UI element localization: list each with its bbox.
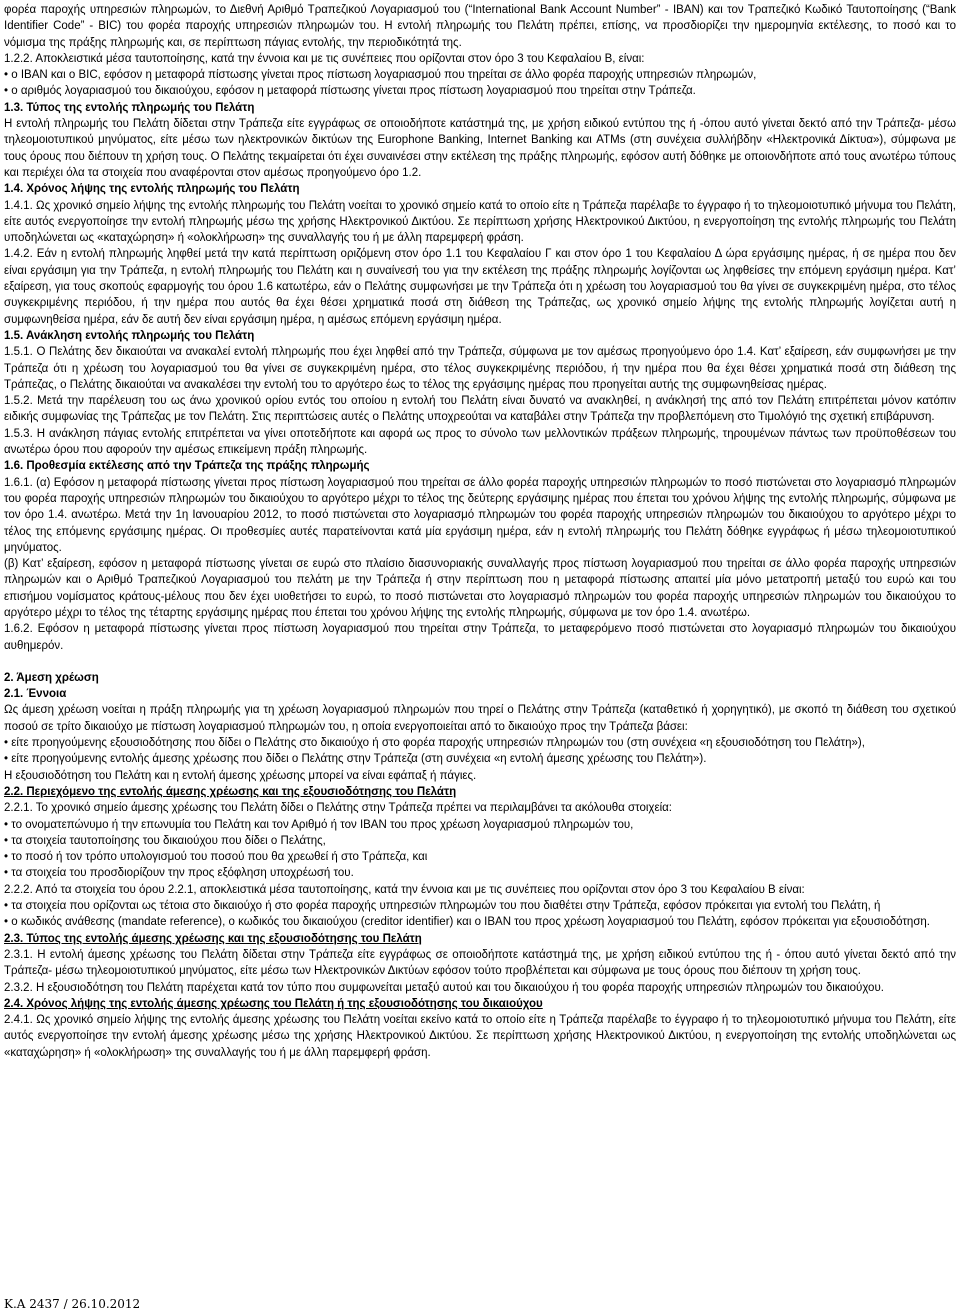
paragraph: Η εξουσιοδότηση του Πελάτη και η εντολή άμεσης χρέωσης μπορεί να είναι εφάπαξ ή πάγιες. (4, 769, 477, 782)
list-item: • ο κωδικός ανάθεσης (mandate reference), ο κωδικός του δικαιούχου (creditor identifier) και ο IBAN του προς χρέωση λογαριασμού του Πελάτη, εφόσον πρόκειται για εξουσιοδότηση. (4, 914, 956, 930)
clause-1-5-3: 1.5.3. Η ανάκληση πάγιας εντολής επιτρέπεται να γίνει οποτεδήποτε και αφορά ως προς το σύνολο των μελλοντικών πράξεων πληρωμής, τηρουμένων πάντως των προϋποθέσεων του ανωτέρω όρου που αφορούν την αμέσως επικείμενη πράξη πληρωμής. (4, 427, 956, 457)
list-item: • τα στοιχεία που ορίζονται ως τέτοια στο δικαιούχο ή στο φορέα παροχής υπηρεσιών πληρωμών του που διαθέτει στην Τράπεζα, εφόσον πρόκειται για εντολή του Πελάτη, ή (4, 898, 956, 914)
clause-2-4-1: 2.4.1. Ως χρονικό σημείο λήψης της εντολής άμεσης χρέωσης του Πελάτη νοείται εκείνο κατά το οποίο είτε η Τράπεζα παρέλαβε το έγγραφο ή το τηλεομοιοτυπικό μήνυμα του Πελάτη, είτε αυτός ενεργοποίησε την εντολή άμεσης χρέωσης μέσω της χρήσης Ηλεκτρονικού Δικτύου. Σε περίπτωση χρήσης Ηλεκτρονικού Δικτύου, η ενεργοποίηση της εντολής υποδηλώνεται ως «καταχώρηση» ή «ολοκλήρωση» της συναλλαγής του ή με άλλη παρεμφερή φράση. (4, 1014, 956, 1059)
list-item: • τα στοιχεία του προσδιορίζουν την προς εξόφληση υποχρέωσή του. (4, 865, 956, 881)
document-body (4, 2, 956, 1061)
clause-1-5-2: 1.5.2. Μετά την παρέλευση του ως άνω χρονικού ορίου εντός του οποίου η εντολή του Πελάτη είναι δυνατό να ανακληθεί, η ανάκλησή της από τον Πελάτη επιτρέπεται μόνον κατόπιν ειδικής συμφωνίας της Τράπεζας με τον Πελάτη. Στις περιπτώσεις αυτές ο Πελάτης υποχρεούται να καταβάλει στην Τράπεζα την προβλεπόμενη στο Τιμολόγιό της σχετική επιβάρυνση. (4, 395, 956, 424)
section-heading: 1.3. Τύπος της εντολής πληρωμής του Πελάτη (4, 101, 255, 114)
list-item: • το ονοματεπώνυμο ή την επωνυμία του Πελάτη και τον Αριθμό ή τον IBAN του προς χρέωση λογαριασμού πληρωμών του, (4, 817, 956, 833)
list-item: • είτε προηγούμενης εξουσιοδότησης που δίδει ο Πελάτης στο δικαιούχο ή στο φορέα παροχής υπηρεσιών πληρωμών του (στη συνέχεια «η εξουσιοδότηση του Πελάτη»), (4, 735, 956, 751)
section-heading: 2.2. Περιεχόμενο της εντολής άμεσης χρέωσης και της εξουσιοδότησης του Πελάτη (4, 785, 457, 798)
section-heading: 1.6. Προθεσμία εκτέλεσης από την Τράπεζα της πράξης πληρωμής (4, 460, 370, 473)
clause-2-2-1: 2.2.1. Το χρονικό σημείο άμεσης χρέωσης του Πελάτη δίδει ο Πελάτης στην Τράπεζα πρέπει να περιλαμβάνει τα ακόλουθα στοιχεία: (4, 802, 672, 815)
clause-2-3-1: 2.3.1. Η εντολή άμεσης χρέωσης του Πελάτη δίδεται στην Τράπεζα είτε εγγράφως σε οποιοδήποτε κατάστημά της, με χρήση ειδικού εντύπου της ή - όπου αυτό γίνεται δεκτό από την Τράπεζα- μέσω τηλεομοιοτυπικού μηνύματος, είτε μέσω των Ηλεκτρονικών Δικτύων εφόσον τούτο προβλέπεται και σύμφωνα με τους όρους που διέπουν τη χρήση τους. (4, 948, 956, 978)
section-heading: 2.1. Έννοια (4, 688, 67, 701)
section-heading: 2.3. Τύπος της εντολής άμεσης χρέωσης και της εξουσιοδότησης του Πελάτη (4, 932, 422, 945)
section-heading: 2.4. Χρόνος λήψης της εντολής άμεσης χρέωσης του Πελάτη ή της εξουσιοδότησης του δικαιούχου (4, 997, 543, 1010)
list-item: • τα στοιχεία ταυτοποίησης του δικαιούχου που δίδει ο Πελάτης, (4, 833, 956, 849)
list-item: • ο αριθμός λογαριασμού του δικαιούχου, εφόσον η μεταφορά πίστωσης γίνεται προς πίστωση λογαριασμού που τηρείται στην Τράπεζα. (4, 83, 956, 99)
clause-1-6-1-b: (β) Κατ’ εξαίρεση, εφόσον η μεταφορά πίστωσης γίνεται σε ευρώ στο πλαίσιο διασυνοριακής συναλλαγής προς πίστωση λογαριασμού που τηρείται σε άλλο φορέα παροχής υπηρεσιών πληρωμών και ο Αριθμό Τραπεζικού Λογαριασμού του πελάτη με την Τράπεζα ή στην περίπτωση που η μεταφορά πίστωσης απαιτεί μία μόνο μετατροπή μεταξύ του ευρώ και του επισήμου νομίσματος κράτους-μέλους που δεν έχει υιοθετήσει το ευρώ, το ποσό πιστώνεται στο λογαριασμό πληρωμών του φορέα παροχής υπηρεσιών πληρωμών του δικαιούχου το αργότερο μέχρι το τέλος της τέταρτης εργάσιμης ημέρας που έπεται του χρόνου λήψης της εντολής πληρωμής, σύμφωνα με τον όρο 1.4. ανωτέρω. (4, 558, 956, 619)
clause-2-2-2: 2.2.2. Από τα στοιχεία του όρου 2.2.1, αποκλειστικά μέσα ταυτοποίησης, κατά την έννοια και με τις συνέπειες που ορίζονται στον όρο 3 του Κεφαλαίου Β είναι: (4, 883, 805, 896)
clause-1-2-2: 1.2.2. Αποκλειστικά μέσα ταυτοποίησης, κατά την έννοια και με τις συνέπειες που ορίζονται στον όρο 3 του Κεφαλαίου Β, είναι: (4, 52, 645, 65)
section-heading: 1.5. Ανάκληση εντολής πληρωμής του Πελάτη (4, 329, 255, 342)
clause-2-3-2: 2.3.2. Η εξουσιοδότηση του Πελάτη παρέχεται κατά τον τύπο που συμφωνείται μεταξύ αυτού και του δικαιούχου ή του φορέα παροχής υπηρεσιών πληρωμών του δικαιούχου. (4, 981, 884, 994)
document-footer: Κ.Α 2437 / 26.10.2012 (4, 1297, 141, 1311)
paragraph: φορέα παροχής υπηρεσιών πληρωμών, το Διεθνή Αριθμό Τραπεζικού Λογαριασμού του (“International Bank Account Number” - IBAN) και τον Τραπεζικό Κωδικό Ταυτοποίησης (“Bank Identifier Code” - BIC) του φορέα παροχής υπηρεσιών πληρωμών του. Η εντολή πληρωμής του Πελάτη πρέπει, επίσης, να προσδιορίζει την ημερομηνία εκτέλεσης, το ποσό και το νόμισμα της πράξης πληρωμής και, σε περίπτωση πάγιας εντολής, την περιοδικότητά της. (4, 4, 956, 49)
chapter-heading: 2. Άμεση χρέωση (4, 671, 99, 684)
clause-1-4-1: 1.4.1. Ως χρονικό σημείο λήψης της εντολής πληρωμής του Πελάτη νοείται το χρονικό σημείο κατά το οποίο είτε η Τράπεζα παρέλαβε το έγγραφο ή το τηλεομοιοτυπικό μήνυμα του Πελάτη, είτε αυτός ενεργοποίησε την εντολή πληρωμής μέσω της χρήσης Ηλεκτρονικού Δικτύου. Σε περίπτωση χρήσης Ηλεκτρονικού Δικτύου, η ενεργοποίηση της εντολής πληρωμής του Πελάτη υποδηλώνεται ως «καταχώρηση» ή «ολοκλήρωση» της συναλλαγής του ή με άλλη παρεμφερή φράση. (4, 199, 956, 245)
clause-1-4-2: 1.4.2. Εάν η εντολή πληρωμής ληφθεί μετά την κατά περίπτωση οριζόμενη στον όρο 1.1 του Κεφαλαίου Γ και στον όρο 1 του Κεφαλαίου Δ ώρα εργάσιμης ημέρας, ή σε ημέρα που δεν είναι εργάσιμη για την Τράπεζα, η εντολή πληρωμής του Πελάτη και η συναίνεσή του για την εκτέλεση της πράξης πληρωμής λογίζονται ως ληφθείσες την επόμενη εργάσιμη ημέρα. Κατ’ εξαίρεση, για τους σκοπούς εφαρμογής του όρου 1.6 κατωτέρω, εάν ο Πελάτης συμφωνήσει με την Τράπεζα ότι η χρέωση του λογαριασμού του θα γίνει σε συγκεκριμένη ημέρα, στο τέλος συγκεκριμένης περιόδου, ή την ημέρα που αυτός θα έχει θέσει χρηματικά ποσά στη διάθεση της Τράπεζας, ως χρονικό σημείο λήψης της εντολής πληρωμής λογίζεται αυτή η συμφωνηθείσα ημέρα, εάν δε αυτή δεν είναι εργάσιμη ημέρα, η αμέσως επόμενη εργάσιμη ημέρα. (4, 248, 956, 326)
section-heading: 1.4. Χρόνος λήψης της εντολής πληρωμής του Πελάτη (4, 183, 300, 196)
list-item: • είτε προηγούμενης εντολής άμεσης χρέωσης που δίδει ο Πελάτης στην Τράπεζα (στη συνέχεια «η εντολή άμεσης χρέωσης του Πελάτη»). (4, 751, 956, 767)
clause-1-5-1: 1.5.1. Ο Πελάτης δεν δικαιούται να ανακαλεί εντολή πληρωμής που έχει ληφθεί από την Τράπεζα, σύμφωνα με τον αμέσως προηγούμενο όρο 1.4. Κατ’ εξαίρεση, εάν συμφωνήσει με την Τράπεζα ότι η χρέωση του λογαριασμού του θα γίνει σε συγκεκριμένη ημέρα, στο τέλος συγκεκριμένης περιόδου, ή την ημέρα που θα έχει θέσει χρηματικά ποσά στη διάθεση της Τράπεζας, ο Πελάτης δικαιούται να ανακαλέσει την εντολή του το αργότερο έως το τέλος της εργάσιμης ημέρας που προηγείται αυτής της συμφωνηθείσας ημέρας. (4, 346, 956, 391)
paragraph: Ως άμεση χρέωση νοείται η πράξη πληρωμής για τη χρέωση λογαριασμού πληρωμών που τηρεί ο Πελάτης στην Τράπεζα (καταθετικό ή χορηγητικό), με σκοπό τη διάθεση του σχετικού ποσού σε τρίτο δικαιούχο με πίστωση λογαριασμού πληρωμών του, η οποία ενεργοποιείται από το δικαιούχο προς την Τράπεζα βάσει: (4, 704, 956, 733)
clause-1-6-1: 1.6.1. (α) Εφόσον η μεταφορά πίστωσης γίνεται προς πίστωση λογαριασμού που τηρείται σε άλλο φορέα παροχής υπηρεσιών πληρωμών το ποσό πιστώνεται στο λογαριασμό πληρωμών του φορέα παροχής υπηρεσιών πληρωμών του δικαιούχου το αργότερο μέχρι το τέλος της δεύτερης εργάσιμης ημέρας που έπεται του χρόνου λήψης της εντολής πληρωμής, σύμφωνα με τον όρο 1.4. ανωτέρω. Μετά την 1η Ιανουαρίου 2012, το ποσό πιστώνεται στο λογαριασμό πληρωμών του φορέα παροχής υπηρεσιών πληρωμών του δικαιούχου το αργότερο μέχρι το τέλος της επόμενης εργάσιμης ημέρας. Οι προθεσμίες αυτές παρατείνονται κατά μία εργάσιμη ημέρα, εάν η εντολή πληρωμής του Πελάτη δόθηκε εγγράφως ή μέσω τηλεομοιοτυπικού μηνύματος. (4, 476, 956, 554)
paragraph: Η εντολή πληρωμής του Πελάτη δίδεται στην Τράπεζα είτε εγγράφως σε οποιοδήποτε κατάστημά της, με χρήση ειδικού εντύπου της ή -όπου αυτό γίνεται δεκτό από την Τράπεζα- μέσω τηλεομοιοτυπικού μηνύματος, είτε μέσω των ηλεκτρονικών δικτύων της Europhone Banking, Internet Banking και ATMs (στη συνέχεια συλλήβδην «Ηλεκτρονικά Δίκτυα»), σύμφωνα με τους όρους που διέπουν τη χρήση τους. Ο Πελάτης τεκμαίρεται ότι έχει συναινέσει στην εκτέλεση της πράξης πληρωμής, εφόσον αυτή δόθηκε με οποιονδήποτε από τους ανωτέρω τύπους και περιέχει όλα τα στοιχεία που αναφέρονται στον αμέσως προηγούμενο όρο 1.2. (4, 118, 956, 179)
list-item: • ο IBAN και ο BIC, εφόσον η μεταφορά πίστωσης γίνεται προς πίστωση λογαριασμού που τηρείται σε άλλο φορέα παροχής υπηρεσιών πληρωμών, (4, 67, 956, 83)
list-item: • το ποσό ή τον τρόπο υπολογισμού του ποσού που θα χρεωθεί ή στο Τράπεζα, και (4, 849, 956, 865)
clause-1-6-2: 1.6.2. Εφόσον η μεταφορά πίστωσης γίνεται προς πίστωση λογαριασμού που τηρείται στην Τράπεζα, το μεταφερόμενο ποσό πιστώνεται στο λογαριασμό πληρωμών του δικαιούχου αυθημερόν. (4, 623, 956, 652)
